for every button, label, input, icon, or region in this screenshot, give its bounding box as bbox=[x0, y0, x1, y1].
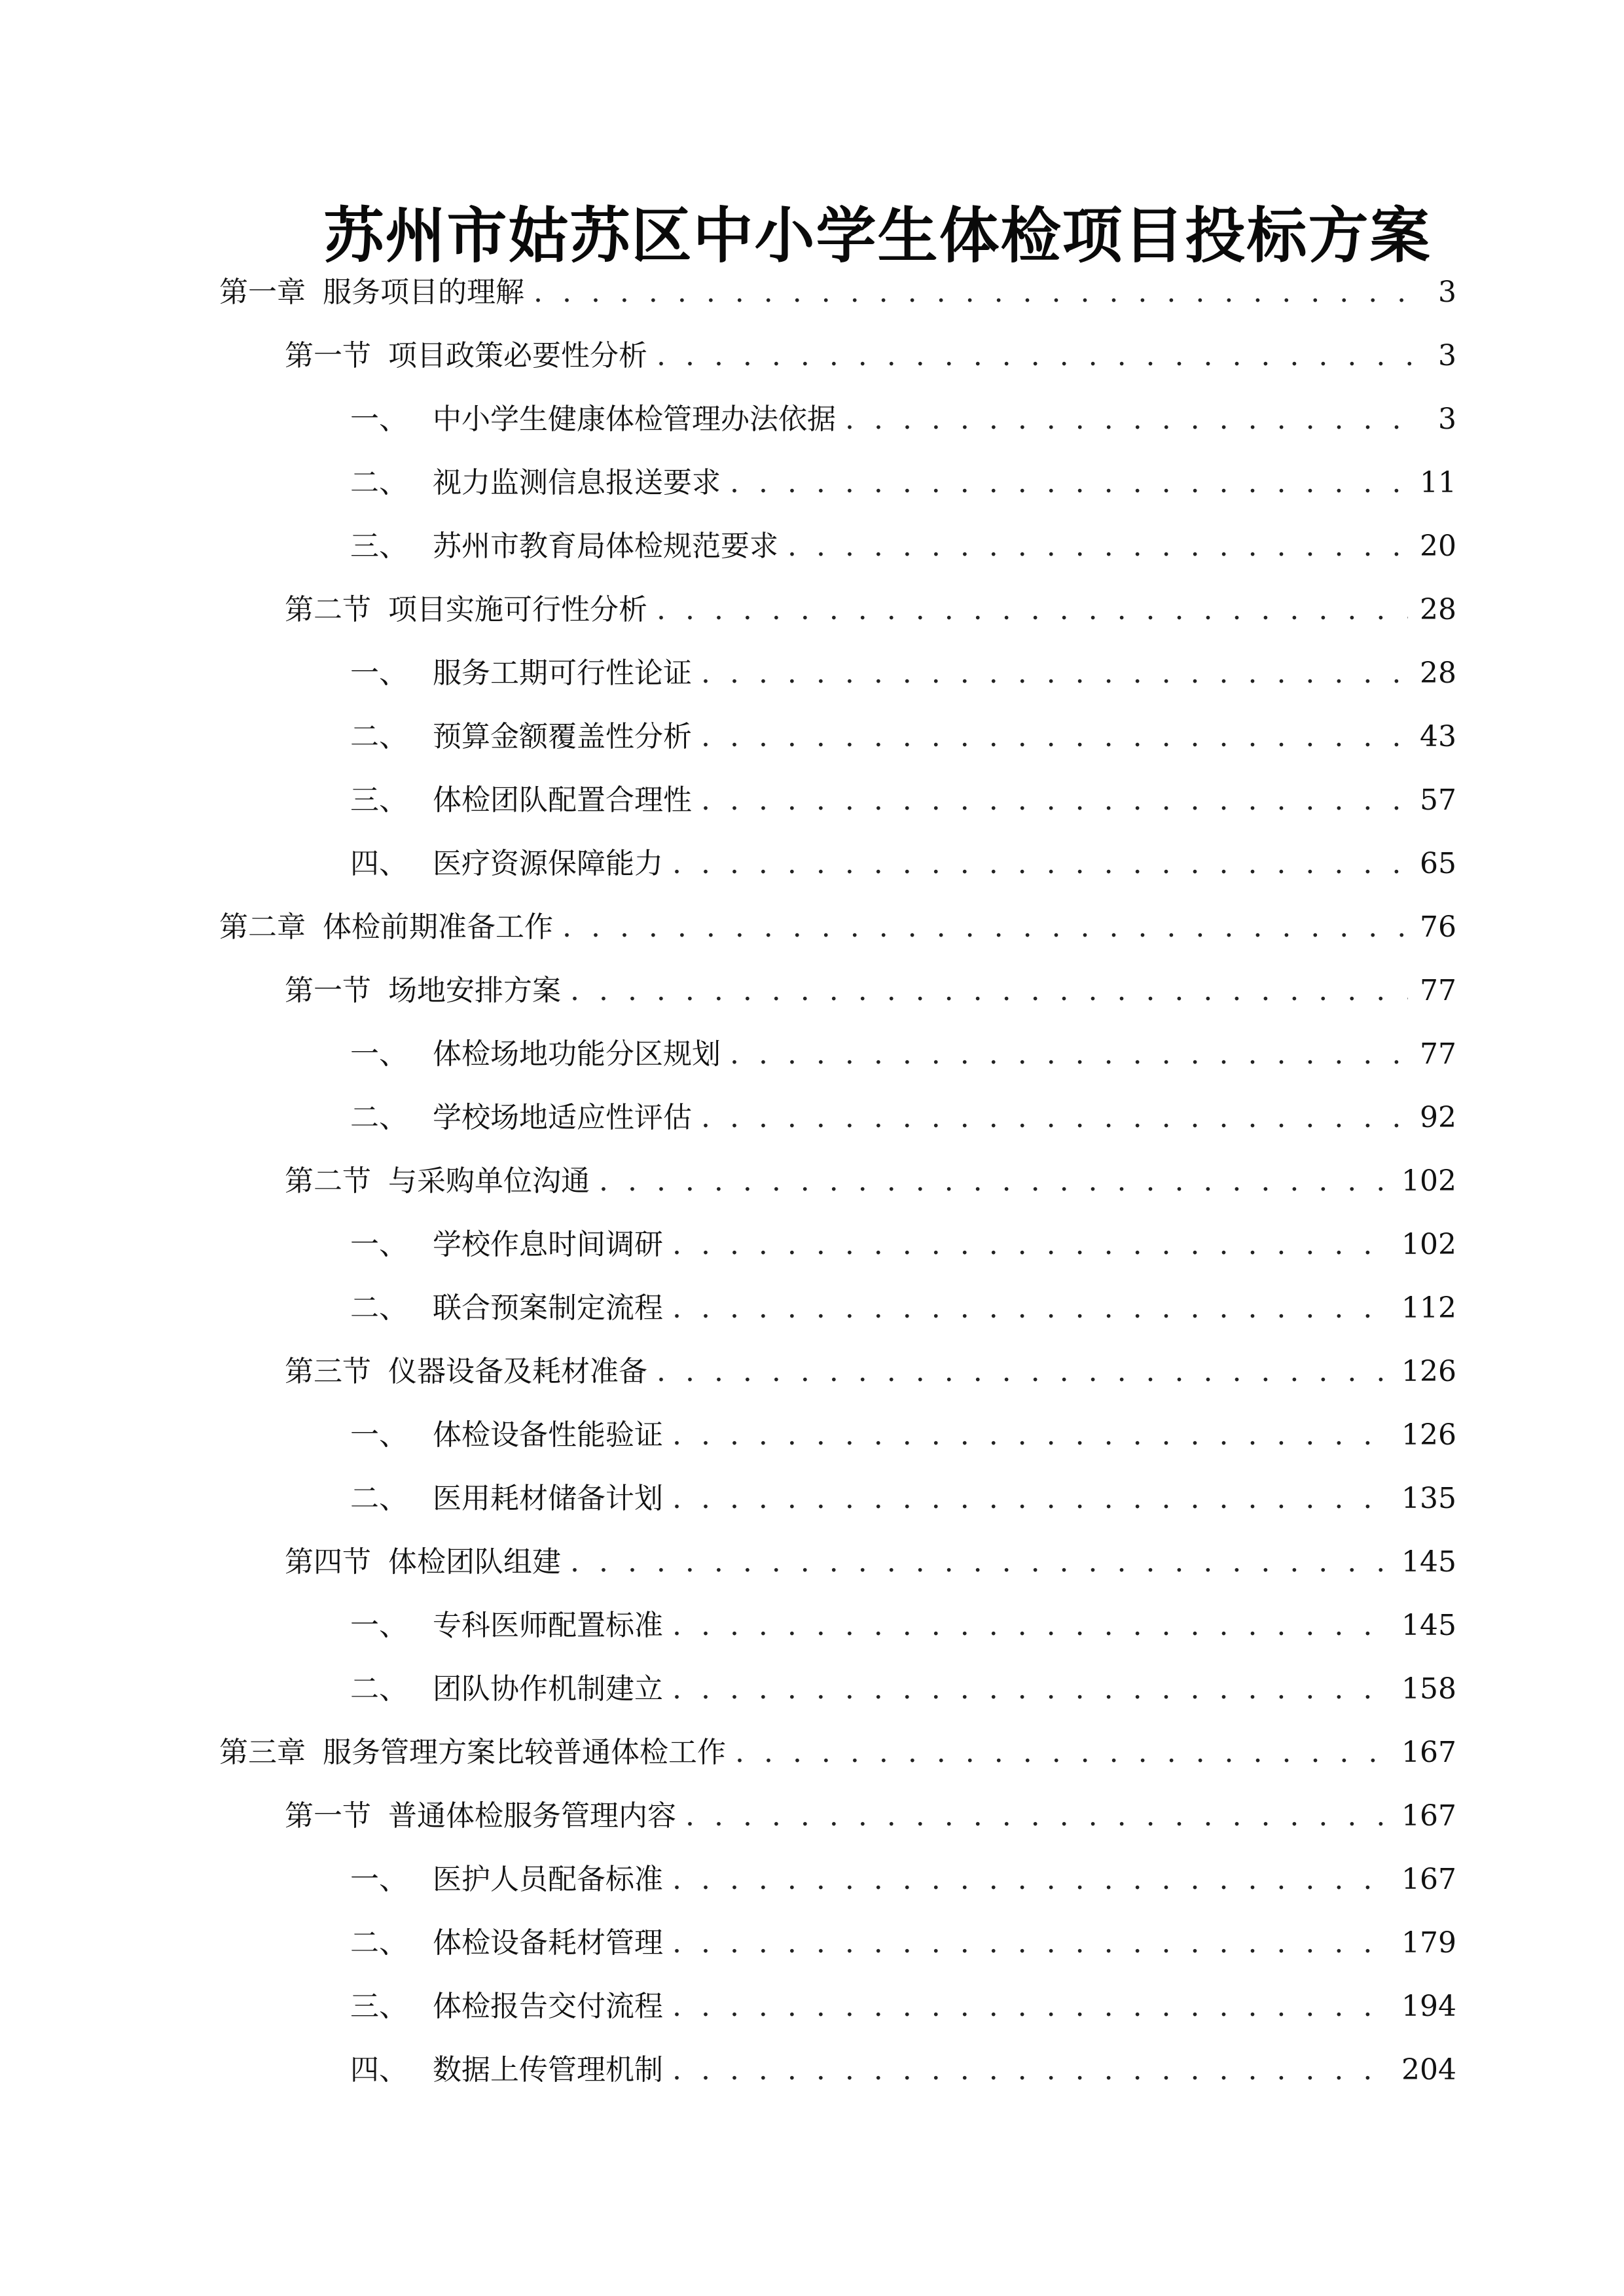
toc-dot-leader bbox=[672, 1911, 1390, 1975]
toc-entry-level-2[interactable] bbox=[219, 578, 1456, 641]
toc-entry-level-2[interactable] bbox=[219, 1149, 1456, 1213]
toc-entry-title: 体检场地功能分区规划 bbox=[433, 1037, 721, 1071]
toc-entry-number: 一、 bbox=[350, 1609, 408, 1642]
toc-dot-leader bbox=[672, 1975, 1390, 2038]
toc-entry-level-3[interactable] bbox=[219, 1086, 1456, 1149]
toc-entry-number: 第三节 bbox=[285, 1355, 371, 1388]
toc-entry-page-number: 3 bbox=[1438, 403, 1456, 436]
toc-entry-title: 项目政策必要性分析 bbox=[388, 339, 647, 372]
toc-entry-level-1[interactable] bbox=[219, 895, 1456, 959]
toc-entry-title: 学校场地适应性评估 bbox=[433, 1101, 692, 1134]
toc-entry-level-3[interactable] bbox=[219, 1467, 1456, 1530]
toc-dot-leader bbox=[570, 1530, 1390, 1594]
toc-dot-leader bbox=[787, 514, 1408, 578]
toc-entry-page-number: 3 bbox=[1438, 276, 1456, 309]
toc-entry-page-number: 102 bbox=[1401, 1164, 1456, 1198]
toc-entry-level-2[interactable] bbox=[219, 959, 1456, 1022]
toc-entry-page-number: 77 bbox=[1420, 1037, 1456, 1071]
toc-entry-level-2[interactable] bbox=[219, 324, 1456, 387]
toc-entry-page-number: 158 bbox=[1401, 1672, 1456, 1706]
toc-entry-title: 服务项目的理解 bbox=[323, 276, 524, 309]
toc-entry-title: 预算金额覆盖性分析 bbox=[433, 720, 692, 753]
toc-dot-leader bbox=[570, 959, 1408, 1022]
toc-entry-number: 三、 bbox=[350, 783, 408, 817]
toc-dot-leader bbox=[672, 1276, 1390, 1340]
toc-entry-page-number: 145 bbox=[1401, 1545, 1456, 1579]
toc-entry-title: 体检设备性能验证 bbox=[433, 1418, 663, 1452]
toc-dot-leader bbox=[701, 1086, 1408, 1149]
toc-dot-leader bbox=[657, 1340, 1390, 1403]
toc-entry-level-3[interactable] bbox=[219, 514, 1456, 578]
toc-entry-page-number: 167 bbox=[1401, 1799, 1456, 1833]
toc-dot-leader bbox=[562, 895, 1408, 959]
toc-entry-title: 苏州市教育局体检规范要求 bbox=[433, 529, 778, 563]
toc-entry-title: 体检前期准备工作 bbox=[323, 910, 553, 944]
toc-entry-title: 普通体检服务管理内容 bbox=[388, 1799, 676, 1833]
toc-entry-title: 视力监测信息报送要求 bbox=[433, 466, 721, 499]
toc-dot-leader bbox=[685, 1784, 1390, 1848]
toc-entry-title: 学校作息时间调研 bbox=[433, 1228, 663, 1261]
toc-dot-leader bbox=[657, 324, 1418, 387]
toc-entry-title: 医疗资源保障能力 bbox=[433, 847, 663, 880]
toc-dot-leader bbox=[701, 768, 1408, 832]
toc-entry-title: 体检设备耗材管理 bbox=[433, 1926, 663, 1960]
toc-entry-level-3[interactable] bbox=[219, 1022, 1456, 1086]
toc-dot-leader bbox=[672, 1594, 1390, 1657]
toc-dot-leader bbox=[735, 1721, 1390, 1784]
toc-entry-title: 专科医师配置标准 bbox=[433, 1609, 663, 1642]
toc-entry-level-3[interactable] bbox=[219, 451, 1456, 514]
toc-entry-title: 体检报告交付流程 bbox=[433, 1990, 663, 2023]
toc-entry-number: 三、 bbox=[350, 1990, 408, 2023]
toc-entry-level-3[interactable] bbox=[219, 1848, 1456, 1911]
toc-entry-page-number: 167 bbox=[1401, 1736, 1456, 1769]
toc-entry-title: 服务管理方案比较普通体检工作 bbox=[323, 1736, 726, 1769]
toc-entry-title: 服务工期可行性论证 bbox=[433, 656, 692, 690]
toc-entry-title: 联合预案制定流程 bbox=[433, 1291, 663, 1325]
table-of-contents bbox=[219, 260, 1456, 2102]
toc-dot-leader bbox=[845, 387, 1418, 451]
toc-entry-number: 第四节 bbox=[285, 1545, 371, 1579]
toc-dot-leader bbox=[701, 705, 1408, 768]
toc-entry-page-number: 204 bbox=[1401, 2053, 1456, 2087]
toc-entry-title: 医用耗材储备计划 bbox=[433, 1482, 663, 1515]
toc-dot-leader bbox=[672, 832, 1408, 895]
toc-entry-number: 三、 bbox=[350, 529, 408, 563]
toc-dot-leader bbox=[730, 451, 1408, 514]
toc-entry-level-2[interactable] bbox=[219, 1784, 1456, 1848]
toc-entry-number: 第一节 bbox=[285, 974, 371, 1007]
toc-entry-page-number: 145 bbox=[1401, 1609, 1456, 1642]
toc-dot-leader bbox=[672, 1657, 1390, 1721]
toc-entry-level-2[interactable] bbox=[219, 1530, 1456, 1594]
toc-entry-level-1[interactable] bbox=[219, 1721, 1456, 1784]
toc-entry-number: 二、 bbox=[350, 1101, 408, 1134]
toc-entry-page-number: 57 bbox=[1420, 783, 1456, 817]
toc-entry-number: 一、 bbox=[350, 403, 408, 436]
toc-entry-title: 与采购单位沟通 bbox=[388, 1164, 590, 1198]
toc-entry-number: 二、 bbox=[350, 1291, 408, 1325]
toc-dot-leader bbox=[672, 1467, 1390, 1530]
toc-entry-page-number: 65 bbox=[1420, 847, 1456, 880]
toc-entry-page-number: 92 bbox=[1420, 1101, 1456, 1134]
toc-entry-number: 一、 bbox=[350, 1037, 408, 1071]
toc-entry-title: 团队协作机制建立 bbox=[433, 1672, 663, 1706]
toc-entry-level-3[interactable] bbox=[219, 1213, 1456, 1276]
toc-entry-number: 四、 bbox=[350, 2053, 408, 2087]
toc-entry-page-number: 126 bbox=[1401, 1355, 1456, 1388]
toc-entry-number: 二、 bbox=[350, 720, 408, 753]
toc-entry-level-3[interactable] bbox=[219, 832, 1456, 895]
toc-entry-page-number: 20 bbox=[1420, 529, 1456, 563]
toc-entry-level-3[interactable] bbox=[219, 2038, 1456, 2102]
toc-entry-number: 第二节 bbox=[285, 593, 371, 626]
toc-entry-level-3[interactable] bbox=[219, 1911, 1456, 1975]
toc-entry-level-3[interactable] bbox=[219, 1276, 1456, 1340]
toc-entry-title: 场地安排方案 bbox=[388, 974, 561, 1007]
toc-entry-title: 体检团队组建 bbox=[388, 1545, 561, 1579]
toc-entry-level-3[interactable] bbox=[219, 1975, 1456, 2038]
toc-entry-page-number: 135 bbox=[1401, 1482, 1456, 1515]
toc-entry-number: 二、 bbox=[350, 1482, 408, 1515]
toc-entry-number: 四、 bbox=[350, 847, 408, 880]
toc-entry-page-number: 194 bbox=[1401, 1990, 1456, 2023]
toc-entry-title: 体检团队配置合理性 bbox=[433, 783, 692, 817]
toc-entry-level-3[interactable] bbox=[219, 705, 1456, 768]
toc-entry-number: 一、 bbox=[350, 1228, 408, 1261]
toc-entry-page-number: 76 bbox=[1420, 910, 1456, 944]
toc-entry-page-number: 77 bbox=[1420, 974, 1456, 1007]
toc-entry-page-number: 11 bbox=[1420, 466, 1456, 499]
toc-dot-leader bbox=[701, 641, 1408, 705]
toc-entry-number: 二、 bbox=[350, 466, 408, 499]
toc-entry-level-3[interactable] bbox=[219, 387, 1456, 451]
toc-entry-page-number: 126 bbox=[1401, 1418, 1456, 1452]
toc-entry-number: 二、 bbox=[350, 1672, 408, 1706]
toc-entry-level-1[interactable] bbox=[219, 260, 1456, 324]
toc-entry-number: 第二章 bbox=[219, 910, 306, 944]
toc-dot-leader bbox=[672, 1403, 1390, 1467]
toc-entry-number: 一、 bbox=[350, 1863, 408, 1896]
toc-entry-page-number: 112 bbox=[1401, 1291, 1456, 1325]
toc-entry-page-number: 102 bbox=[1401, 1228, 1456, 1261]
toc-dot-leader bbox=[672, 1213, 1390, 1276]
toc-dot-leader bbox=[672, 2038, 1390, 2102]
document-title: 苏州市姑苏区中小学生体检项目投标方案 bbox=[323, 200, 1432, 271]
toc-entry-page-number: 167 bbox=[1401, 1863, 1456, 1896]
toc-entry-number: 第三章 bbox=[219, 1736, 306, 1769]
toc-entry-title: 项目实施可行性分析 bbox=[388, 593, 647, 626]
toc-entry-page-number: 3 bbox=[1438, 339, 1456, 372]
toc-entry-page-number: 28 bbox=[1420, 593, 1456, 626]
toc-dot-leader bbox=[599, 1149, 1390, 1213]
toc-entry-page-number: 179 bbox=[1401, 1926, 1456, 1960]
toc-entry-number: 第二节 bbox=[285, 1164, 371, 1198]
toc-entry-number: 一、 bbox=[350, 656, 408, 690]
toc-entry-level-2[interactable] bbox=[219, 1340, 1456, 1403]
toc-dot-leader bbox=[730, 1022, 1408, 1086]
toc-entry-title: 数据上传管理机制 bbox=[433, 2053, 663, 2087]
toc-entry-number: 一、 bbox=[350, 1418, 408, 1452]
toc-dot-leader bbox=[657, 578, 1408, 641]
toc-entry-level-3[interactable] bbox=[219, 1403, 1456, 1467]
toc-dot-leader bbox=[672, 1848, 1390, 1911]
toc-entry-page-number: 28 bbox=[1420, 656, 1456, 690]
toc-entry-title: 仪器设备及耗材准备 bbox=[388, 1355, 647, 1388]
toc-entry-level-3[interactable] bbox=[219, 768, 1456, 832]
toc-entry-number: 第一节 bbox=[285, 339, 371, 372]
toc-dot-leader bbox=[533, 260, 1418, 324]
toc-entry-number: 二、 bbox=[350, 1926, 408, 1960]
toc-entry-level-3[interactable] bbox=[219, 1594, 1456, 1657]
toc-entry-number: 第一节 bbox=[285, 1799, 371, 1833]
toc-entry-number: 第一章 bbox=[219, 276, 306, 309]
toc-entry-title: 医护人员配备标准 bbox=[433, 1863, 663, 1896]
toc-entry-level-3[interactable] bbox=[219, 641, 1456, 705]
toc-entry-title: 中小学生健康体检管理办法依据 bbox=[433, 403, 836, 436]
toc-entry-page-number: 43 bbox=[1420, 720, 1456, 753]
toc-entry-level-3[interactable] bbox=[219, 1657, 1456, 1721]
